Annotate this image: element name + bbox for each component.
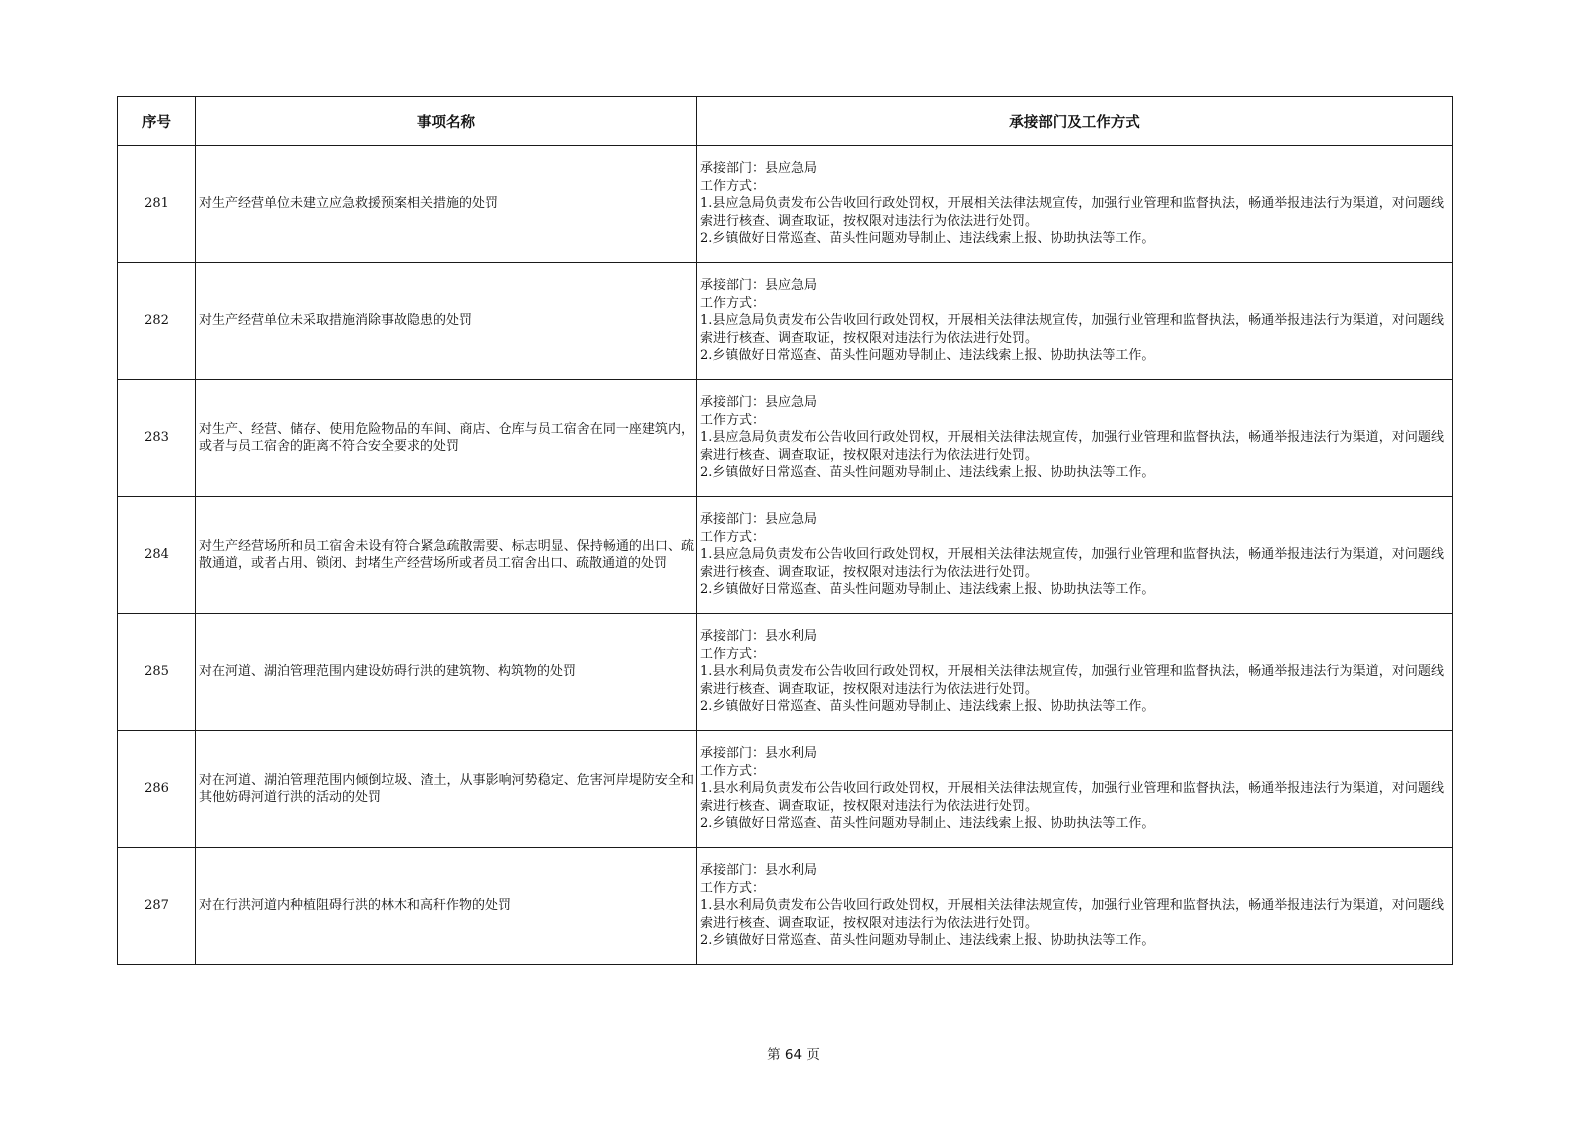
department-line: 承接部门：县水利局 <box>700 746 818 762</box>
table-row <box>118 848 1453 965</box>
row-number: 286 <box>118 731 196 848</box>
row-item-name: 对生产经营单位未建立应急救援预案相关措施的处罚 <box>196 146 697 263</box>
row-department-method <box>697 380 1453 497</box>
table-row <box>118 263 1453 380</box>
row-number: 284 <box>118 497 196 614</box>
table-row <box>118 146 1453 263</box>
row-department-method <box>697 497 1453 614</box>
header-department-method: 承接部门及工作方式 <box>697 97 1453 146</box>
row-department-method <box>697 614 1453 731</box>
method-step-1: 1.县水利局负责发布公告收回行政处罚权，开展相关法律法规宣传，加强行业管理和监督执法，畅通举报违法行为渠道，对问题线索进行核查、调查取证，按权限对违法行为依法进行处罚。 <box>700 664 1444 697</box>
method-step-1: 1.县水利局负责发布公告收回行政处罚权，开展相关法律法规宣传，加强行业管理和监督执法，畅通举报违法行为渠道，对问题线索进行核查、调查取证，按权限对违法行为依法进行处罚。 <box>700 898 1444 931</box>
method-step-1: 1.县水利局负责发布公告收回行政处罚权，开展相关法律法规宣传，加强行业管理和监督执法，畅通举报违法行为渠道，对问题线索进行核查、调查取证，按权限对违法行为依法进行处罚。 <box>700 781 1444 814</box>
method-step-2: 2.乡镇做好日常巡查、苗头性问题劝导制止、违法线索上报、协助执法等工作。 <box>700 816 1155 832</box>
table-row <box>118 731 1453 848</box>
method-label: 工作方式： <box>700 412 766 428</box>
row-item-name: 对在河道、湖泊管理范围内倾倒垃圾、渣土，从事影响河势稳定、危害河岸堤防安全和其他妨碍河道行洪的活动的处罚 <box>196 731 697 848</box>
header-item-name: 事项名称 <box>196 97 697 146</box>
method-step-1: 1.县应急局负责发布公告收回行政处罚权，开展相关法律法规宣传，加强行业管理和监督执法，畅通举报违法行为渠道，对问题线索进行核查、调查取证，按权限对违法行为依法进行处罚。 <box>700 547 1444 580</box>
method-step-2: 2.乡镇做好日常巡查、苗头性问题劝导制止、违法线索上报、协助执法等工作。 <box>700 348 1155 364</box>
table-row <box>118 380 1453 497</box>
row-number: 283 <box>118 380 196 497</box>
method-label: 工作方式： <box>700 178 766 194</box>
row-number: 285 <box>118 614 196 731</box>
row-item-name: 对在行洪河道内种植阻碍行洪的林木和高秆作物的处罚 <box>196 848 697 965</box>
row-item-name: 对生产经营单位未采取措施消除事故隐患的处罚 <box>196 263 697 380</box>
item-table <box>117 96 1453 965</box>
method-label: 工作方式： <box>700 763 766 779</box>
method-step-1: 1.县应急局负责发布公告收回行政处罚权，开展相关法律法规宣传，加强行业管理和监督执法，畅通举报违法行为渠道，对问题线索进行核查、调查取证，按权限对违法行为依法进行处罚。 <box>700 313 1444 346</box>
row-item-name: 对生产经营场所和员工宿舍未设有符合紧急疏散需要、标志明显、保持畅通的出口、疏散通道，或者占用、锁闭、封堵生产经营场所或者员工宿舍出口、疏散通道的处罚 <box>196 497 697 614</box>
method-step-2: 2.乡镇做好日常巡查、苗头性问题劝导制止、违法线索上报、协助执法等工作。 <box>700 933 1155 949</box>
row-item-name: 对在河道、湖泊管理范围内建设妨碍行洪的建筑物、构筑物的处罚 <box>196 614 697 731</box>
table-header-row <box>118 97 1453 146</box>
method-step-1: 1.县应急局负责发布公告收回行政处罚权，开展相关法律法规宣传，加强行业管理和监督执法，畅通举报违法行为渠道，对问题线索进行核查、调查取证，按权限对违法行为依法进行处罚。 <box>700 196 1444 229</box>
department-line: 承接部门：县应急局 <box>700 161 818 177</box>
department-line: 承接部门：县水利局 <box>700 629 818 645</box>
method-step-1: 1.县应急局负责发布公告收回行政处罚权，开展相关法律法规宣传，加强行业管理和监督执法，畅通举报违法行为渠道，对问题线索进行核查、调查取证，按权限对违法行为依法进行处罚。 <box>700 430 1444 463</box>
row-number: 282 <box>118 263 196 380</box>
department-line: 承接部门：县应急局 <box>700 512 818 528</box>
method-step-2: 2.乡镇做好日常巡查、苗头性问题劝导制止、违法线索上报、协助执法等工作。 <box>700 231 1155 247</box>
table-row <box>118 497 1453 614</box>
method-label: 工作方式： <box>700 646 766 662</box>
method-step-2: 2.乡镇做好日常巡查、苗头性问题劝导制止、违法线索上报、协助执法等工作。 <box>700 582 1155 598</box>
method-label: 工作方式： <box>700 295 766 311</box>
row-number: 281 <box>118 146 196 263</box>
department-line: 承接部门：县应急局 <box>700 395 818 411</box>
row-department-method <box>697 731 1453 848</box>
method-label: 工作方式： <box>700 529 766 545</box>
table-row <box>118 614 1453 731</box>
method-label: 工作方式： <box>700 880 766 896</box>
row-item-name: 对生产、经营、储存、使用危险物品的车间、商店、仓库与员工宿舍在同一座建筑内，或者与员工宿舍的距离不符合安全要求的处罚 <box>196 380 697 497</box>
row-department-method <box>697 263 1453 380</box>
method-step-2: 2.乡镇做好日常巡查、苗头性问题劝导制止、违法线索上报、协助执法等工作。 <box>700 699 1155 715</box>
table-body <box>118 146 1453 965</box>
row-department-method <box>697 146 1453 263</box>
header-number: 序号 <box>118 97 196 146</box>
method-step-2: 2.乡镇做好日常巡查、苗头性问题劝导制止、违法线索上报、协助执法等工作。 <box>700 465 1155 481</box>
row-number: 287 <box>118 848 196 965</box>
department-line: 承接部门：县应急局 <box>700 278 818 294</box>
row-department-method <box>697 848 1453 965</box>
page-number: 第 64 页 <box>767 1047 820 1063</box>
department-line: 承接部门：县水利局 <box>700 863 818 879</box>
